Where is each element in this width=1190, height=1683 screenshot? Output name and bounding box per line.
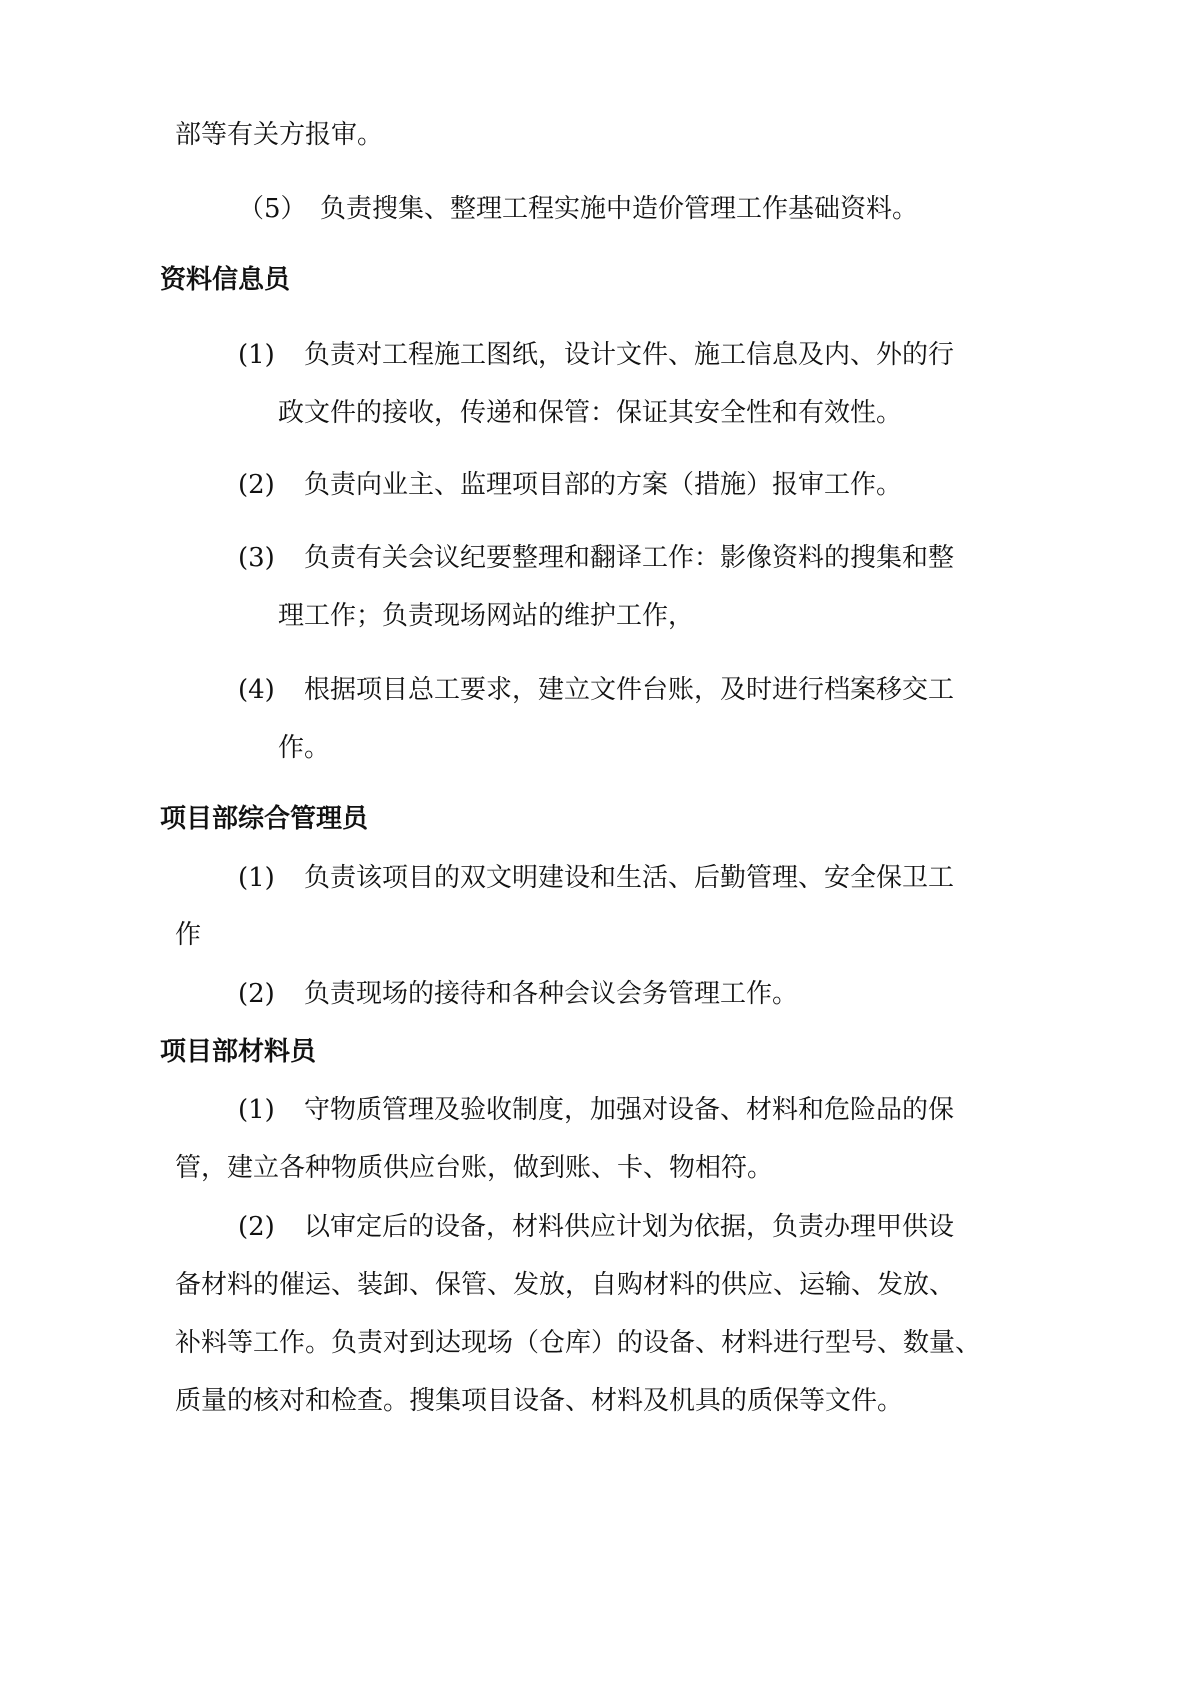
materials-item-2-line-1: 以审定后的设备，材料供应计划为依据，负责办理甲供设 [304,1212,955,1242]
materials-item-2-line-2: 备材料的催运、装卸、保管、发放，自购材料的供应、运输、发放、 [175,1270,956,1300]
materials-item-2 [238,1214,954,1240]
info-item-1-number: (1) [238,340,275,370]
info-item-4-line-2: 作。 [278,733,331,763]
item-5-text: 负责搜集、整理工程实施中造价管理工作基础资料。 [320,194,919,224]
materials-item-1-line-2: 管，建立各种物质供应台账，做到账、卡、物相符。 [175,1153,774,1183]
info-item-3-number: (3) [238,543,275,573]
info-item-1-line-2: 政文件的接收，传递和保管：保证其安全性和有效性。 [278,398,903,428]
admin-item-1-number: (1) [238,863,275,893]
admin-item-1 [238,865,954,891]
materials-item-2-line-4: 质量的核对和检查。搜集项目设备、材料及机具的质保等文件。 [175,1386,904,1416]
info-item-2-line-1: 负责向业主、监理项目部的方案（措施）报审工作。 [304,470,903,500]
admin-item-1-line-1: 负责该项目的双文明建设和生活、后勤管理、安全保卫工 [304,863,955,893]
info-item-2 [238,472,902,498]
materials-item-1-line-1: 守物质管理及验收制度，加强对设备、材料和危险品的保 [304,1095,955,1125]
top-continuation: 部等有关方报审。 [175,120,384,150]
admin-item-2-line-1: 负责现场的接待和各种会议会务管理工作。 [304,979,799,1009]
info-item-1 [238,342,954,368]
info-item-4-line-1: 根据项目总工要求，建立文件台账，及时进行档案移交工 [304,675,955,705]
section-heading-info-officer: 资料信息员 [160,265,291,295]
admin-item-2-number: (2) [238,979,275,1009]
materials-item-2-number: (2) [238,1212,275,1242]
item-5 [238,196,918,222]
admin-item-1-line-2: 作 [175,920,202,950]
info-item-1-line-1: 负责对工程施工图纸，设计文件、施工信息及内、外的行 [304,340,955,370]
info-item-3-line-2: 理工作；负责现场网站的维护工作， [278,601,695,631]
admin-item-2 [238,981,798,1007]
info-item-2-number: (2) [238,470,275,500]
materials-item-2-line-3: 补料等工作。负责对到达现场（仓库）的设备、材料进行型号、数量、 [175,1328,982,1358]
info-item-4-number: (4) [238,675,275,705]
materials-item-1 [238,1097,954,1123]
info-item-3 [238,545,954,571]
info-item-4 [238,677,954,703]
section-heading-materials-officer: 项目部材料员 [160,1037,317,1067]
materials-item-1-number: (1) [238,1095,275,1125]
info-item-3-line-1: 负责有关会议纪要整理和翻译工作：影像资料的搜集和整 [304,543,955,573]
section-heading-general-admin: 项目部综合管理员 [160,804,369,834]
item-5-number: （5） [238,194,307,224]
